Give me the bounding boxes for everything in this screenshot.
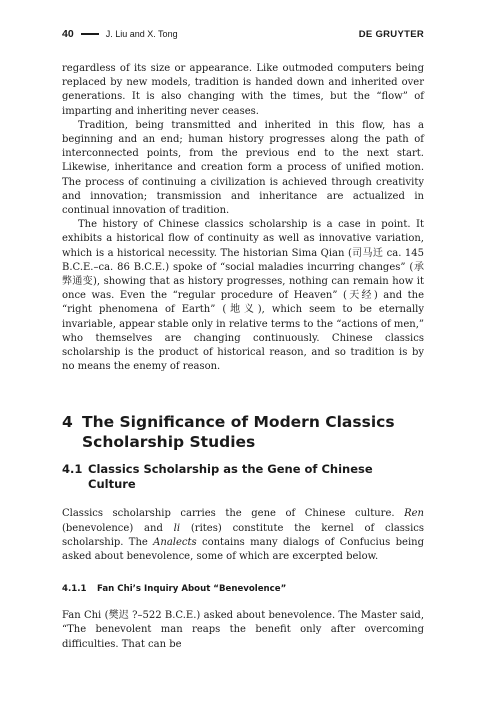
- header-rule: [81, 33, 99, 35]
- section-4-1-paragraph: [62, 507, 424, 564]
- section-4-number: 4: [62, 413, 73, 432]
- page-body: [62, 62, 424, 652]
- section-4-heading: [62, 412, 424, 452]
- body-paragraph-2: Tradition, being transmitted and inherited in this flow, has a beginning and an end; human history progresses along the path of interconnected points, from the previous end to the next start. Likewise, inheritance and creation form a process of unified motion. The process of continuing a civilization is achieved through creativity and innovation; transmission and inheritance are actualized in continual innovation of tradition.: [62, 119, 424, 217]
- term-li: li: [173, 522, 181, 534]
- running-header: [62, 26, 424, 42]
- section-4-1-heading: [62, 462, 424, 492]
- section-4-1-1-paragraph: Fan Chi (樊迟 ?–522 B.C.E.) asked about benevolence. The Master said, “The benevolent man reaps the benefit only after overcoming difficulties. That can be: [62, 610, 424, 650]
- body-paragraph-1: regardless of its size or appearance. Like outmoded computers being replaced by new models, tradition is handed down and inherited over generations. It is also changing with the times, but the “flow” of imparting and inheriting never ceases.: [62, 63, 424, 117]
- section-4-title: The Significance of Modern Classics Scholarship Studies: [82, 413, 395, 452]
- section-4-1-number: 4.1: [62, 462, 83, 477]
- section-4-1-1-title: Fan Chi’s Inquiry About “Benevolence”: [97, 584, 287, 595]
- publisher-name: DE GRUYTER: [358, 28, 424, 40]
- running-head-authors: J. Liu and X. Tong: [105, 29, 178, 39]
- text-segment: (rites) constitute the kernel of classics scholarship. The: [62, 522, 424, 548]
- body-paragraph-3: The history of Chinese classics scholarship is a case in point. It exhibits a historical flow of continuity as well as innovative variation, which is a historical necessity. The historian Sima Qian (司马迁 ca. 145 B.C.E.–ca. 86 B.C.E.) spoke of “social maladies incurring changes” (承弊通变), showing that as history progresses, nothing can remain how it once was. Even the “regular procedure of Heaven” (天经) and the “right phenomena of Earth” (地义), which seem to be eternally invariable, appear stable only in relative terms to the “actions of men,” who themselves are changing continuously. Chinese classics scholarship is the product of historical reason, and so tradition is by no means the enemy of reason.: [62, 219, 424, 373]
- section-4-1-1-number: 4.1.1: [62, 584, 87, 595]
- title-analects: Analects: [153, 536, 197, 548]
- section-4-1-1-heading: [62, 583, 424, 595]
- term-ren: Ren: [404, 508, 424, 520]
- text-segment: contains many dialogs of Confucius being asked about benevolence, some of which are excerpted below.: [62, 536, 424, 563]
- text-segment: (benevolence) and: [62, 522, 163, 534]
- page-number: 40: [62, 28, 74, 40]
- text-segment: Classics scholarship carries the gene of Chinese culture.: [62, 508, 395, 520]
- section-4-1-title: Classics Scholarship as the Gene of Chinese Culture: [88, 462, 373, 492]
